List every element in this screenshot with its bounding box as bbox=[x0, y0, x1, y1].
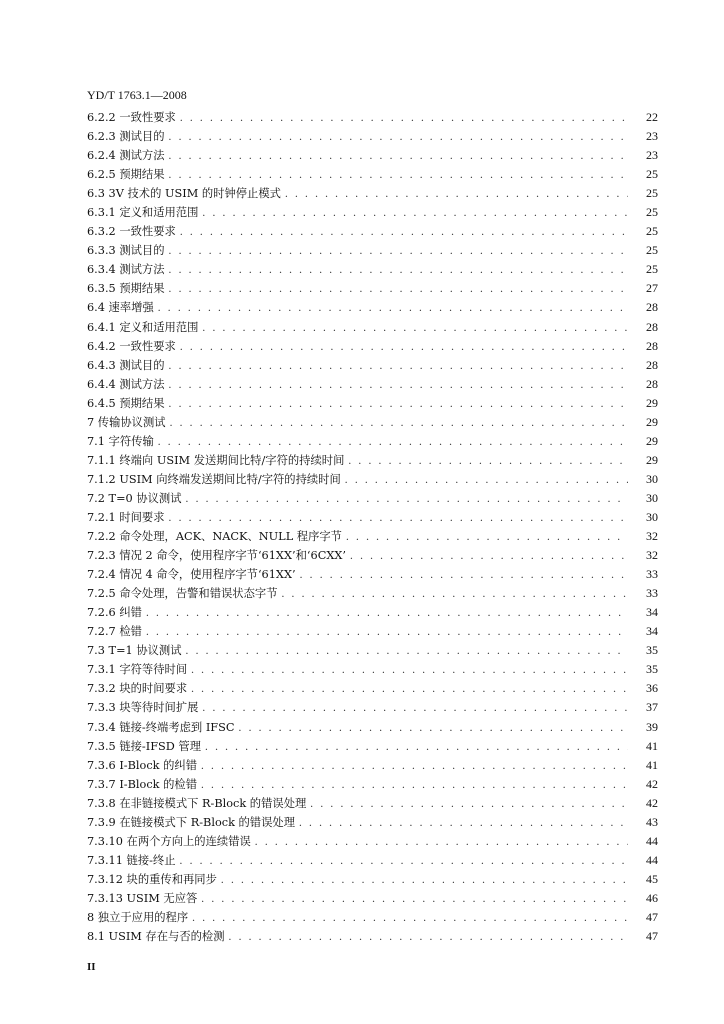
toc-entry-title: 7.2.2 命令处理，ACK、NACK、NULL 程序字节 bbox=[87, 530, 342, 544]
toc-entry-page-number: 28 bbox=[646, 376, 658, 391]
toc-entry-page-number: 44 bbox=[646, 852, 658, 867]
toc-entry-title: 6.4.2 一致性要求 bbox=[87, 339, 176, 353]
toc-entry-title: 6.3 3V 技术的 USIM 的时钟停止模式 bbox=[87, 187, 281, 201]
toc-entry-title: 7.3.12 块的重传和再同步 bbox=[87, 872, 217, 886]
toc-entry[interactable] bbox=[87, 622, 658, 641]
toc-entry-page-number: 29 bbox=[646, 452, 658, 467]
toc-entry-page-number: 41 bbox=[646, 738, 658, 753]
toc-entry-page-number: 32 bbox=[646, 529, 658, 544]
toc-entry-title: 7.2.4 情况 4 命令，使用程序字节‘61XX’ bbox=[87, 568, 296, 582]
toc-entry-page-number: 25 bbox=[646, 186, 658, 201]
toc-entry-title: 7.3.7 I-Block 的检错 bbox=[87, 777, 197, 791]
toc-entry-page-number: 25 bbox=[646, 224, 658, 239]
toc-entry-title: 7.3.10 在两个方向上的连续错误 bbox=[87, 834, 251, 848]
toc-entry[interactable] bbox=[87, 127, 658, 146]
toc-entry-page-number: 30 bbox=[646, 490, 658, 505]
toc-leader-dots bbox=[169, 128, 628, 147]
toc-leader-dots bbox=[169, 147, 628, 166]
toc-entry-title: 6.2.5 预期结果 bbox=[87, 168, 165, 182]
toc-leader-dots bbox=[300, 566, 628, 585]
toc-leader-dots bbox=[229, 928, 628, 947]
toc-entry[interactable] bbox=[87, 279, 658, 298]
toc-leader-dots bbox=[169, 280, 628, 299]
toc-leader-dots bbox=[158, 299, 628, 318]
toc-entry[interactable] bbox=[87, 679, 658, 698]
toc-entry-title: 6.4.3 测试目的 bbox=[87, 358, 165, 372]
toc-leader-dots bbox=[169, 261, 628, 280]
toc-leader-dots bbox=[255, 833, 628, 852]
toc-leader-dots bbox=[221, 871, 628, 890]
toc-entry-title: 6.3.1 定义和适用范围 bbox=[87, 206, 199, 220]
toc-entry-page-number: 25 bbox=[646, 205, 658, 220]
toc-entry-title: 7.3.11 链接-终止 bbox=[87, 853, 176, 867]
toc-entry[interactable] bbox=[87, 775, 658, 794]
toc-leader-dots bbox=[180, 223, 628, 242]
toc-entry-page-number: 33 bbox=[646, 567, 658, 582]
toc-entry[interactable] bbox=[87, 565, 658, 584]
toc-entry-page-number: 25 bbox=[646, 167, 658, 182]
toc-entry[interactable] bbox=[87, 527, 658, 546]
toc-entry-page-number: 35 bbox=[646, 643, 658, 658]
toc-leader-dots bbox=[202, 204, 628, 223]
toc-entry[interactable] bbox=[87, 108, 658, 127]
toc-entry-title: 6.4 速率增强 bbox=[87, 301, 154, 315]
toc-entry-page-number: 33 bbox=[646, 586, 658, 601]
toc-entry[interactable] bbox=[87, 470, 658, 489]
toc-leader-dots bbox=[191, 661, 628, 680]
toc-entry-title: 7.2 T=0 协议测试 bbox=[87, 491, 182, 505]
toc-entry-page-number: 35 bbox=[646, 662, 658, 677]
toc-entry-page-number: 23 bbox=[646, 148, 658, 163]
toc-entry[interactable] bbox=[87, 356, 658, 375]
toc-entry-title: 7.2.7 检错 bbox=[87, 625, 142, 639]
toc-leader-dots bbox=[282, 585, 629, 604]
toc-entry[interactable] bbox=[87, 851, 658, 870]
toc-leader-dots bbox=[180, 852, 628, 871]
toc-entry-title: 7.1.2 USIM 向终端发送期间比特/字符的持续时间 bbox=[87, 472, 341, 486]
toc-leader-dots bbox=[158, 433, 628, 452]
toc-entry[interactable] bbox=[87, 546, 658, 565]
toc-entry[interactable] bbox=[87, 908, 658, 927]
toc-entry[interactable] bbox=[87, 146, 658, 165]
toc-leader-dots bbox=[345, 471, 628, 490]
toc-entry-page-number: 37 bbox=[646, 700, 658, 715]
toc-entry-title: 7.1.1 终端向 USIM 发送期间比特/字符的持续时间 bbox=[87, 453, 345, 467]
toc-leader-dots bbox=[201, 776, 628, 795]
toc-leader-dots bbox=[169, 242, 628, 261]
toc-entry-title: 6.4.1 定义和适用范围 bbox=[87, 320, 199, 334]
toc-entry[interactable] bbox=[87, 318, 658, 337]
toc-entry-title: 6.2.2 一致性要求 bbox=[87, 111, 176, 124]
toc-entry-page-number: 30 bbox=[646, 509, 658, 524]
toc-leader-dots bbox=[169, 166, 628, 185]
toc-leader-dots bbox=[310, 795, 628, 814]
toc-entry-page-number: 36 bbox=[646, 681, 658, 696]
toc-entry-page-number: 29 bbox=[646, 414, 658, 429]
toc-leader-dots bbox=[186, 490, 628, 509]
toc-entry[interactable] bbox=[87, 298, 658, 317]
toc-entry[interactable] bbox=[87, 203, 658, 222]
toc-leader-dots bbox=[201, 757, 628, 776]
toc-entry[interactable] bbox=[87, 813, 658, 832]
toc-entry[interactable] bbox=[87, 756, 658, 775]
toc-entry-page-number: 22 bbox=[646, 110, 658, 124]
toc-entry-page-number: 29 bbox=[646, 433, 658, 448]
toc-entry-title: 7.2.5 命令处理，告警和错误状态字节 bbox=[87, 587, 278, 601]
toc-entry-page-number: 25 bbox=[646, 243, 658, 258]
toc-entry-page-number: 28 bbox=[646, 357, 658, 372]
toc-entry-title: 7 传输协议测试 bbox=[87, 415, 166, 429]
toc-leader-dots bbox=[201, 890, 628, 909]
toc-entry[interactable] bbox=[87, 165, 658, 184]
toc-entry-page-number: 42 bbox=[646, 776, 658, 791]
toc-entry-page-number: 34 bbox=[646, 624, 658, 639]
toc-leader-dots bbox=[202, 319, 628, 338]
toc-entry[interactable] bbox=[87, 889, 658, 908]
document-id-header: YD/T 1763.1—2008 bbox=[87, 88, 187, 102]
toc-leader-dots bbox=[180, 109, 628, 128]
toc-entry-title: 6.3.2 一致性要求 bbox=[87, 225, 176, 239]
toc-entry-page-number: 28 bbox=[646, 338, 658, 353]
toc-entry[interactable] bbox=[87, 832, 658, 851]
toc-entry-page-number: 28 bbox=[646, 319, 658, 334]
toc-leader-dots bbox=[285, 185, 628, 204]
toc-entry-title: 7.2.3 情况 2 命令，使用程序字节‘61XX’和‘6CXX’ bbox=[87, 549, 347, 563]
toc-entry[interactable] bbox=[87, 375, 658, 394]
toc-leader-dots bbox=[170, 414, 628, 433]
toc-entry[interactable] bbox=[87, 222, 658, 241]
toc-entry-title: 6.2.3 测试目的 bbox=[87, 130, 165, 144]
toc-entry-title: 7.2.1 时间要求 bbox=[87, 510, 165, 524]
page-number-footer: II bbox=[87, 961, 96, 973]
toc-entry-title: 7.3.1 字符等待时间 bbox=[87, 663, 188, 677]
toc-entry[interactable] bbox=[87, 432, 658, 451]
toc-entry[interactable] bbox=[87, 241, 658, 260]
toc-leader-dots bbox=[169, 395, 628, 414]
toc-entry-title: 7.1 字符传输 bbox=[87, 434, 154, 448]
toc-entry-title: 7.3.6 I-Block 的纠错 bbox=[87, 758, 197, 772]
toc-entry-title: 8 独立于应用的程序 bbox=[87, 910, 189, 924]
toc-entry-page-number: 32 bbox=[646, 548, 658, 563]
toc-entry[interactable] bbox=[87, 660, 658, 679]
toc-entry[interactable] bbox=[87, 260, 658, 279]
toc-entry[interactable] bbox=[87, 870, 658, 889]
toc-entry-page-number: 45 bbox=[646, 871, 658, 886]
toc-entry-title: 7.2.6 纠错 bbox=[87, 606, 142, 620]
toc-entry-page-number: 23 bbox=[646, 129, 658, 144]
toc-leader-dots bbox=[169, 357, 628, 376]
toc-leader-dots bbox=[202, 699, 628, 718]
toc-entry[interactable] bbox=[87, 489, 658, 508]
toc-leader-dots bbox=[348, 452, 628, 471]
toc-entry-page-number: 28 bbox=[646, 300, 658, 315]
toc-entry-title: 7.3.8 在非链接模式下 R-Block 的错误处理 bbox=[87, 796, 307, 810]
toc-entry-page-number: 47 bbox=[646, 909, 658, 924]
toc-entry-page-number: 43 bbox=[646, 814, 658, 829]
toc-entry-page-number: 29 bbox=[646, 395, 658, 410]
toc-entry-title: 6.2.4 测试方法 bbox=[87, 149, 165, 163]
toc-entry[interactable] bbox=[87, 927, 658, 946]
toc-entry[interactable] bbox=[87, 718, 658, 737]
toc-entry-page-number: 41 bbox=[646, 757, 658, 772]
toc-leader-dots bbox=[146, 623, 628, 642]
toc-leader-dots bbox=[186, 642, 628, 661]
toc-entry-page-number: 30 bbox=[646, 471, 658, 486]
toc-leader-dots bbox=[169, 509, 628, 528]
toc-leader-dots bbox=[350, 547, 628, 566]
toc-entry-page-number: 34 bbox=[646, 605, 658, 620]
toc-entry-page-number: 47 bbox=[646, 929, 658, 944]
toc-entry[interactable] bbox=[87, 451, 658, 470]
toc-entry[interactable] bbox=[87, 584, 658, 603]
toc-entry-title: 6.3.4 测试方法 bbox=[87, 263, 165, 277]
toc-leader-dots bbox=[299, 814, 628, 833]
toc-leader-dots bbox=[239, 719, 628, 738]
toc-entry-title: 7.3.13 USIM 无应答 bbox=[87, 891, 198, 905]
toc-entry-title: 7.3.5 链接-IFSD 管理 bbox=[87, 739, 202, 753]
toc-entry[interactable] bbox=[87, 603, 658, 622]
toc-entry-title: 7.3.4 链接-终端考虑到 IFSC bbox=[87, 720, 235, 734]
toc-entry[interactable] bbox=[87, 508, 658, 527]
toc-entry[interactable] bbox=[87, 394, 658, 413]
toc-entry-title: 7.3.3 块等待时间扩展 bbox=[87, 701, 199, 715]
toc-entry-page-number: 44 bbox=[646, 833, 658, 848]
toc-entry[interactable] bbox=[87, 337, 658, 356]
toc-leader-dots bbox=[205, 738, 628, 757]
toc-entry[interactable] bbox=[87, 698, 658, 717]
toc-entry-title: 7.3.9 在链接模式下 R-Block 的错误处理 bbox=[87, 815, 295, 829]
toc-entry[interactable] bbox=[87, 184, 658, 203]
toc-entry-title: 6.3.5 预期结果 bbox=[87, 282, 165, 296]
toc-entry-title: 7.3.2 块的时间要求 bbox=[87, 682, 188, 696]
toc-entry-page-number: 46 bbox=[646, 890, 658, 905]
toc-leader-dots bbox=[192, 909, 628, 928]
table-of-contents bbox=[87, 108, 658, 946]
toc-leader-dots bbox=[346, 528, 628, 547]
toc-entry-title: 8.1 USIM 存在与否的检测 bbox=[87, 930, 225, 944]
toc-entry-title: 7.3 T=1 协议测试 bbox=[87, 644, 182, 658]
toc-entry[interactable] bbox=[87, 737, 658, 756]
toc-entry-page-number: 39 bbox=[646, 719, 658, 734]
toc-entry-title: 6.3.3 测试目的 bbox=[87, 244, 165, 258]
toc-entry[interactable] bbox=[87, 413, 658, 432]
toc-leader-dots bbox=[180, 338, 628, 357]
toc-leader-dots bbox=[191, 680, 628, 699]
toc-entry[interactable] bbox=[87, 794, 658, 813]
toc-entry[interactable] bbox=[87, 641, 658, 660]
toc-entry-page-number: 42 bbox=[646, 795, 658, 810]
toc-entry-title: 6.4.4 测试方法 bbox=[87, 377, 165, 391]
toc-leader-dots bbox=[146, 604, 628, 623]
toc-entry-page-number: 27 bbox=[646, 281, 658, 296]
toc-leader-dots bbox=[169, 376, 628, 395]
toc-entry-title: 6.4.5 预期结果 bbox=[87, 396, 165, 410]
toc-entry-page-number: 25 bbox=[646, 262, 658, 277]
